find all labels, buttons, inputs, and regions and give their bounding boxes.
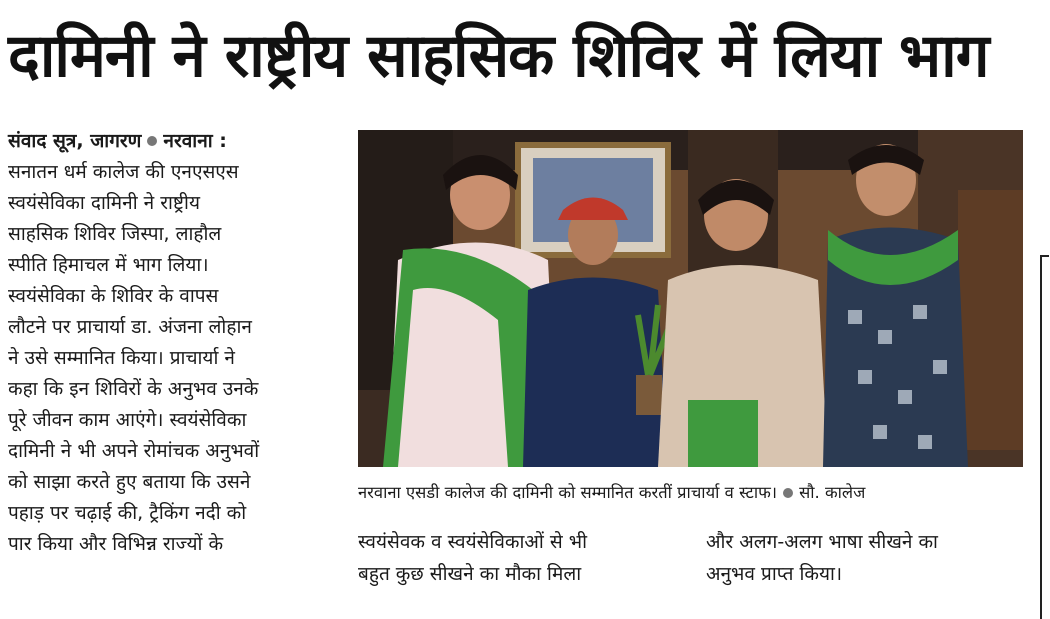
article-line: कहा कि इन शिविरों के अनुभव उनके bbox=[8, 378, 259, 400]
article-line: और अलग-अलग भाषा सीखने का bbox=[706, 531, 938, 553]
article-line: बहुत कुछ सीखने का मौका मिला bbox=[358, 563, 582, 585]
article-line: स्पीति हिमाचल में भाग लिया। bbox=[8, 254, 209, 276]
column-rule bbox=[1040, 255, 1042, 619]
photo-caption bbox=[358, 478, 1023, 508]
door bbox=[958, 190, 1023, 450]
article-line: पहाड़ पर चढ़ाई की, ट्रैकिंग नदी को bbox=[8, 502, 247, 524]
photo-credit: सौ. कालेज bbox=[799, 483, 866, 502]
headline: दामिनी ने राष्ट्रीय साहसिक शिविर में लिया भाग bbox=[8, 21, 989, 91]
plant-pot bbox=[636, 375, 662, 415]
person3-green bbox=[688, 400, 758, 467]
article-line: स्वयंसेविका दामिनी ने राष्ट्रीय bbox=[8, 192, 200, 214]
byline bbox=[8, 126, 326, 157]
article-body bbox=[8, 126, 326, 560]
bullet-icon bbox=[147, 136, 157, 146]
byline-place: नरवाना : bbox=[163, 130, 227, 152]
article-line: पार किया और विभिन्न राज्यों के bbox=[8, 533, 224, 555]
article-line: लौटने पर प्राचार्या डा. अंजना लोहान bbox=[8, 316, 252, 338]
article-line: दामिनी ने भी अपने रोमांचक अनुभवों bbox=[8, 440, 260, 462]
byline-source: संवाद सूत्र, जागरण bbox=[8, 130, 142, 152]
article-line: पूरे जीवन काम आएंगे। स्वयंसेविका bbox=[8, 409, 247, 431]
article-line: स्वयंसेविका के शिविर के वापस bbox=[8, 285, 219, 307]
continuation-column-a bbox=[358, 526, 678, 590]
caption-text: नरवाना एसडी कालेज की दामिनी को सम्मानित करतीं प्राचार्या व स्टाफ। bbox=[358, 483, 778, 502]
article-line: को साझा करते हुए बताया कि उसने bbox=[8, 471, 251, 493]
news-photo bbox=[358, 130, 1023, 467]
article-line: साहसिक शिविर जिस्पा, लाहौल bbox=[8, 223, 222, 245]
article-line: सनातन धर्म कालेज की एनएसएस bbox=[8, 161, 239, 183]
article-line: अनुभव प्राप्त किया। bbox=[706, 563, 843, 585]
article-line: स्वयंसेवक व स्वयंसेविकाओं से भी bbox=[358, 531, 588, 553]
continuation-column-b bbox=[706, 526, 1026, 590]
photo-illustration bbox=[358, 130, 1023, 467]
article-line: ने उसे सम्मानित किया। प्राचार्या ने bbox=[8, 347, 235, 369]
bullet-icon bbox=[783, 488, 793, 498]
